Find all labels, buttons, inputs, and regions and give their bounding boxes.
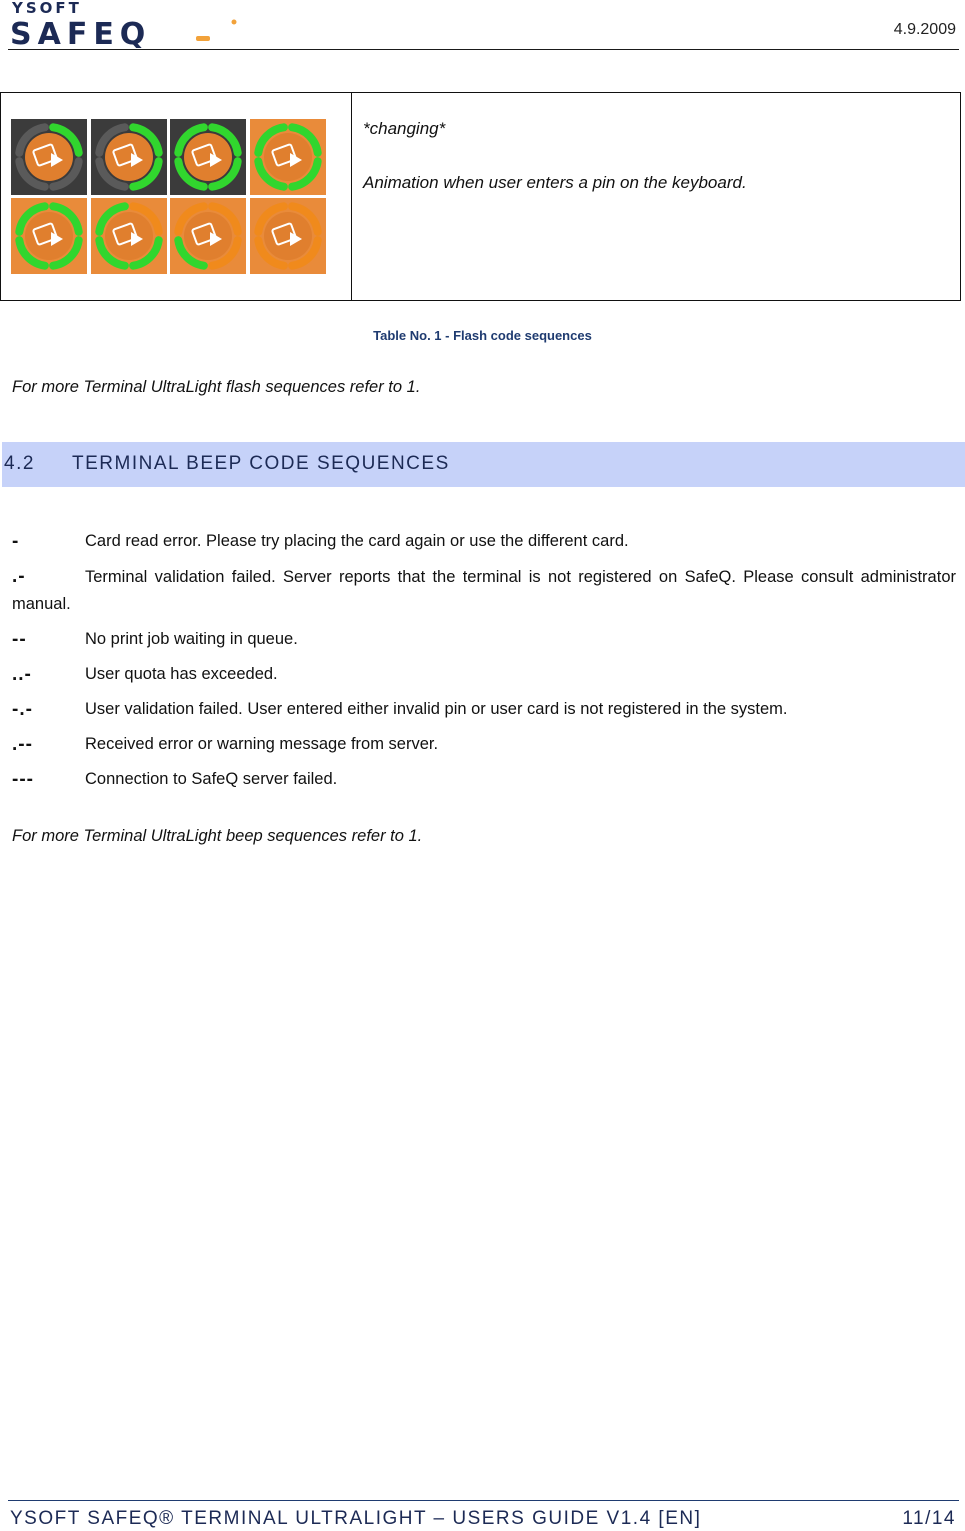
beep-code-meaning: Terminal validation failed. Server reports that the terminal is not registered on SafeQ. Please consult administrator manual.: [12, 568, 956, 613]
beep-code-row: [12, 563, 956, 618]
led-frame-icon: [250, 198, 326, 274]
footer-document-title: YSOFT SAFEQ® TERMINAL ULTRALIGHT – USERS GUIDE V1.4 [EN]: [10, 1508, 702, 1529]
led-frame-icon: [11, 119, 87, 195]
beep-code-symbol: -.-: [12, 699, 33, 720]
beep-code-row: [12, 696, 956, 723]
flash-reference-note: For more Terminal UltraLight flash sequences refer to 1.: [12, 378, 421, 396]
led-frame-icon: [170, 198, 246, 274]
header-date: 4.9.2009: [893, 21, 956, 38]
beep-reference-note: For more Terminal UltraLight beep sequences refer to 1.: [12, 827, 423, 845]
state-description: Animation when user enters a pin on the keyboard.: [363, 173, 747, 192]
beep-code-row: [12, 731, 956, 758]
beep-code-meaning: User quota has exceeded.: [85, 665, 278, 683]
section-number: 4.2: [4, 453, 35, 474]
ysoft-safeq-logo: [10, 0, 242, 48]
footer-divider: [8, 1500, 959, 1501]
beep-code-symbol: .-: [12, 566, 26, 587]
logo-top-text: YSOFT: [12, 0, 82, 17]
led-animation-frames: [11, 119, 326, 274]
beep-code-symbol: .--: [12, 734, 33, 755]
beep-code-row: [12, 661, 956, 688]
beep-code-meaning: Connection to SafeQ server failed.: [85, 770, 338, 788]
beep-code-list: [12, 528, 956, 801]
led-frame-icon: [91, 198, 167, 274]
beep-code-row: [12, 766, 956, 793]
beep-code-symbol: -: [12, 531, 20, 552]
beep-code-meaning: Received error or warning message from server.: [85, 735, 439, 753]
header-divider: [8, 49, 959, 50]
beep-code-symbol: --: [12, 629, 27, 650]
logo-graphic: [10, 0, 242, 48]
page-number: 11/14: [902, 1508, 956, 1529]
state-label: *changing*: [363, 119, 446, 138]
animation-description-cell: [352, 93, 960, 300]
led-frame-icon: [11, 198, 87, 274]
logo-accent-mark: [196, 36, 210, 41]
logo-main-text: SAFEQ: [10, 17, 152, 48]
led-frame-icon: [250, 119, 326, 195]
beep-code-symbol: ..-: [12, 664, 32, 685]
table-caption: Table No. 1 - Flash code sequences: [373, 328, 592, 343]
led-frame-icon: [91, 119, 167, 195]
beep-code-meaning: User validation failed. User entered either invalid pin or user card is not registered in the system.: [85, 700, 788, 718]
beep-code-row: [12, 626, 956, 653]
beep-code-meaning: No print job waiting in queue.: [85, 630, 298, 648]
flash-code-table: [0, 92, 961, 301]
registered-mark: [232, 20, 237, 25]
beep-code-meaning: Card read error. Please try placing the card again or use the different card.: [85, 532, 629, 550]
beep-code-row: [12, 528, 956, 555]
led-frame-icon: [170, 119, 246, 195]
section-title: TERMINAL BEEP CODE SEQUENCES: [72, 453, 450, 474]
animation-icons-cell: [1, 93, 352, 300]
beep-code-symbol: ---: [12, 769, 34, 790]
section-heading: [2, 442, 965, 487]
